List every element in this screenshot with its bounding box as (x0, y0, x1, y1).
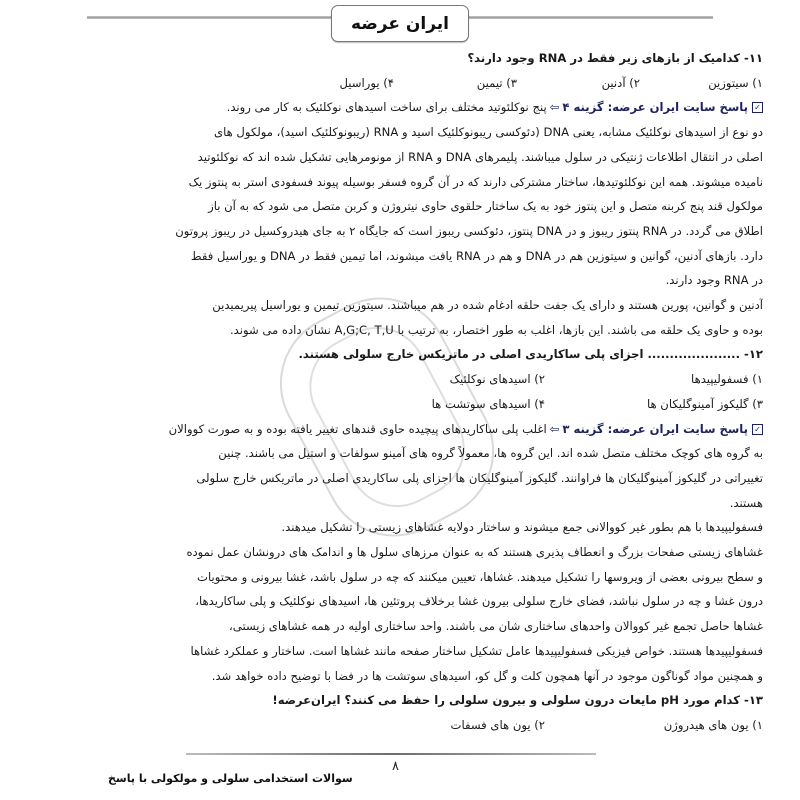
explanation-line: مولکول قند پنج کربنه متصل و این پنتوز خود به یک ساختار حلقوی حاوی نیتروژن و کربن متصل می شود که به آن باز (208, 199, 763, 214)
question-12-answer: ✓پاسخ سایت ایران عرضه: گزینه ۳⇦اغلب پلی ساکاریدهای پیچیده حاوی قندهای تغییر یافته بوده و به صورت کووالان (28, 417, 763, 442)
explanation-line: تغییراتی در گلیکوز آمینوگلیکان ها فراوانند. گلیکوز آمینوگلیکان ها اجزای پلی ساکاریدی اصلی در ماتریکس خارج سلولی (196, 470, 763, 485)
explanation-line: دارد. بازهای آدنین، گوانین و سیتوزین هم در DNA و هم در RNA یافت میشوند، اما تیمین فقط در DNA و یوراسیل فقط (190, 248, 763, 263)
option: ۱) فسفولیپیدها (691, 372, 763, 387)
document-body (28, 46, 763, 738)
explanation-line: اطلاق می گردد. در RNA پنتوز ریبوز و در DNA پنتوز، دئوکسی ریبوز است که جایگاه ۲ به جای هیدروکسیل در ریبوز پروتون (175, 223, 763, 238)
checkbox-icon: ✓ (752, 424, 763, 435)
option: ۳) تیمین (476, 75, 517, 90)
logo-text: ایران عرضه (351, 13, 449, 34)
question-12-options-row-2 (28, 392, 763, 417)
explanation-line: دو نوع از اسیدهای نوکلئیک مشابه، یعنی DNA (دئوکسی ریبونوکلئیک اسید و RNA (ریبونوکلئیک اسید)، مولکول های (214, 125, 763, 140)
question-12-options-row-1 (28, 367, 763, 392)
question-12-explanation (28, 441, 763, 688)
question-11-explanation (28, 120, 763, 342)
explanation-line: به گروه های کوچک مختلف متصل شده اند. این گروه ها، معمولاً گروه های آمینو سولفات و استیل می باشند. چنین (218, 446, 763, 461)
option: ۲) اسیدهای نوکلئیک (449, 372, 545, 387)
arrow-icon: ⇦ (549, 421, 560, 436)
explanation-line: نامیده میشوند. همه این نوکلئوتیدها، ساختار مشترکی دارند که در آن گروه فسفر بوسیله پیوند فسفودی استر به پنتوز یک (188, 174, 763, 189)
option: ۴) اسیدهای سوتشت ها (431, 396, 545, 411)
checkbox-icon: ✓ (752, 102, 763, 113)
option: ۲) آدنین (601, 75, 640, 90)
explanation-line: غشاها حاصل تجمع غیر کووالان واحدهای ساختاری شان می باشند. واحد ساختاری اولیه در همه غشاهای زیستی، (229, 619, 763, 634)
explanation-line: در RNA وجود دارند. (665, 273, 763, 288)
arrow-icon: ⇦ (549, 100, 560, 115)
explanation-line: هستند. (729, 495, 763, 510)
question-11-title: ۱۱- کدامیک از بازهای زیر فقط در RNA وجود دارند؟ (467, 51, 763, 65)
explanation-line: غشاهای زیستی صفحات بزرگ و انعطاف پذیری هستند که به عنوان مرزهای سلول ها و اندامک های درونشان عمل نموده (186, 545, 763, 560)
question-12-title: ۱۲- ..................... اجزای پلی ساکاریدی اصلی در ماتریکس خارج سلولی هستند. (298, 347, 763, 362)
option: ۴) یوراسیل (339, 75, 394, 90)
option: ۲) یون های فسفات (450, 717, 545, 732)
explanation-line: فسفولیپیدها هستند. خواص فیزیکی فسفولیپیدها عامل تشکیل ساختار صفحه مانند غشاها است. ساختار و عملکرد غشاها (190, 643, 763, 658)
footer-rule (186, 753, 596, 755)
explanation-line: و همچنین مواد گوناگون موجود در آنها همچون کلت و گل کو، اسیدهای سوتشت ها در فضا با توضیح داده خواهد شد. (211, 668, 763, 683)
option: ۱) یون های هیدروژن (663, 717, 763, 732)
explanation-line: بوده و حاوی یک حلقه می باشند. این بازها، اغلب به طور اختصار، به ترتیب با A,G;C, T,U نشان داده می شوند. (229, 322, 763, 337)
footer-title: سوالات استخدامی سلولی و مولکولی با پاسخ (108, 772, 353, 785)
explanation-line: و سطح بیرونی بعضی از ویروسها را تشکیل میدهند. غشاها، تعیین میکنند که چه در سلول باشد، غشا بیرونی و محتویات (197, 569, 763, 584)
question-11-options (28, 71, 763, 96)
explanation-line: آدنین و گوانین، پورین هستند و دارای یک جفت حلقه ادغام شده در هم میباشند. سیتوزین تیمین و یوراسیل پیریمیدین (212, 298, 763, 313)
question-13-title: ۱۳- کدام مورد pH مایعات درون سلولی و بیرون سلولی را حفظ می کنند؟ ایران‌عرضه! (272, 693, 763, 708)
page-number: ۸ (392, 759, 399, 774)
explanation-line: درون غشا و چه در سلول نباشد، فضای خارج سلولی بیرون غشا برخلاف پروتئین ها، اسیدهای نوکلئیک و پلی ساکاریدها، (195, 594, 763, 609)
explanation-line: فسفولیپیدها با هم بطور غیر کووالانی جمع میشوند و ساختار دولایه غشاهای زیستی را تشکیل میدهند. (281, 520, 763, 535)
explanation-line: اصلی در انتقال اطلاعات ژنتیکی در سلول میباشند. پلیمرهای DNA و RNA از مونومرهایی تشکیل شده اند که نوکلئوتید (197, 149, 763, 164)
option: ۳) گلیکوز آمینوگلیکان ها (646, 396, 763, 411)
site-logo (331, 5, 469, 42)
question-13-options (28, 713, 763, 738)
option: ۱) سیتوزین (708, 75, 763, 90)
question-11-answer: ✓پاسخ سایت ایران عرضه: گزینه ۴⇦پنج نوکلئوتید مختلف برای ساخت اسیدهای نوکلئیک به کار می روند. (28, 95, 763, 120)
